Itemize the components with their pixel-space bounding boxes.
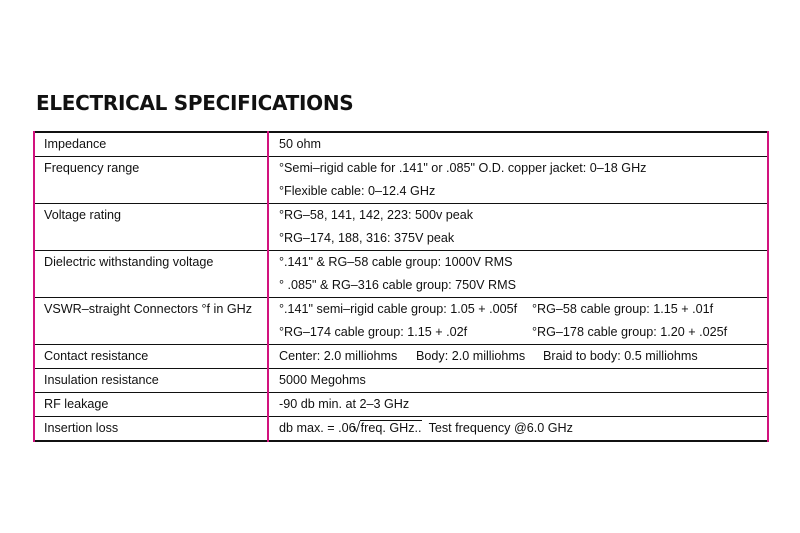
spec-label: RF leakage bbox=[34, 393, 268, 417]
spec-value bbox=[268, 345, 768, 369]
spec-value: -90 db min. at 2–3 GHz bbox=[268, 393, 768, 417]
table-row bbox=[34, 298, 768, 345]
spec-label: Insertion loss bbox=[34, 417, 268, 442]
table-row bbox=[34, 251, 768, 298]
table-row bbox=[34, 393, 768, 417]
spec-label: Insulation resistance bbox=[34, 369, 268, 393]
resistance-part: Braid to body: 0.5 milliohms bbox=[543, 349, 698, 363]
resistance-part: Center: 2.0 milliohms bbox=[279, 349, 398, 363]
formula-suffix: Test frequency @6.0 GHz bbox=[428, 421, 573, 435]
table-row bbox=[34, 345, 768, 369]
vswr-item: °.141" semi–rigid cable group: 1.05 + .005f bbox=[279, 302, 518, 316]
table-row bbox=[34, 417, 768, 442]
table-row bbox=[34, 369, 768, 393]
spec-label: Dielectric withstanding voltage bbox=[34, 251, 268, 298]
formula-prefix: db max. = .06 bbox=[279, 421, 356, 435]
table-row bbox=[34, 204, 768, 251]
table-row bbox=[34, 157, 768, 204]
formula-radicand: freq. GHz.. bbox=[360, 421, 422, 435]
spec-value: 50 ohm bbox=[268, 132, 768, 157]
spec-value: °Semi–rigid cable for .141" or .085" O.D. copper jacket: 0–18 GHz °Flexible cable: 0–12.4 GHz bbox=[268, 157, 768, 204]
vswr-item: °RG–178 cable group: 1.20 + .025f bbox=[532, 325, 728, 339]
square-root-icon bbox=[356, 417, 422, 440]
vswr-item: °RG–174 cable group: 1.15 + .02f bbox=[279, 325, 468, 339]
electrical-specifications-table bbox=[33, 131, 769, 442]
spec-label: Voltage rating bbox=[34, 204, 268, 251]
vswr-item: °RG–58 cable group: 1.15 + .01f bbox=[532, 302, 714, 316]
spec-value bbox=[268, 417, 768, 442]
spec-label: Impedance bbox=[34, 132, 268, 157]
spec-label: VSWR–straight Connectors °f in GHz bbox=[34, 298, 268, 345]
spec-label: Contact resistance bbox=[34, 345, 268, 369]
page-title: ELECTRICAL SPECIFICATIONS bbox=[36, 91, 354, 115]
spec-label: Frequency range bbox=[34, 157, 268, 204]
spec-value: °.141" & RG–58 cable group: 1000V RMS ° .085" & RG–316 cable group: 750V RMS bbox=[268, 251, 768, 298]
resistance-part: Body: 2.0 milliohms bbox=[416, 349, 526, 363]
spec-value: °RG–58, 141, 142, 223: 500v peak °RG–174, 188, 316: 375V peak bbox=[268, 204, 768, 251]
table-row bbox=[34, 132, 768, 157]
spec-value bbox=[268, 298, 768, 345]
spec-value: 5000 Megohms bbox=[268, 369, 768, 393]
